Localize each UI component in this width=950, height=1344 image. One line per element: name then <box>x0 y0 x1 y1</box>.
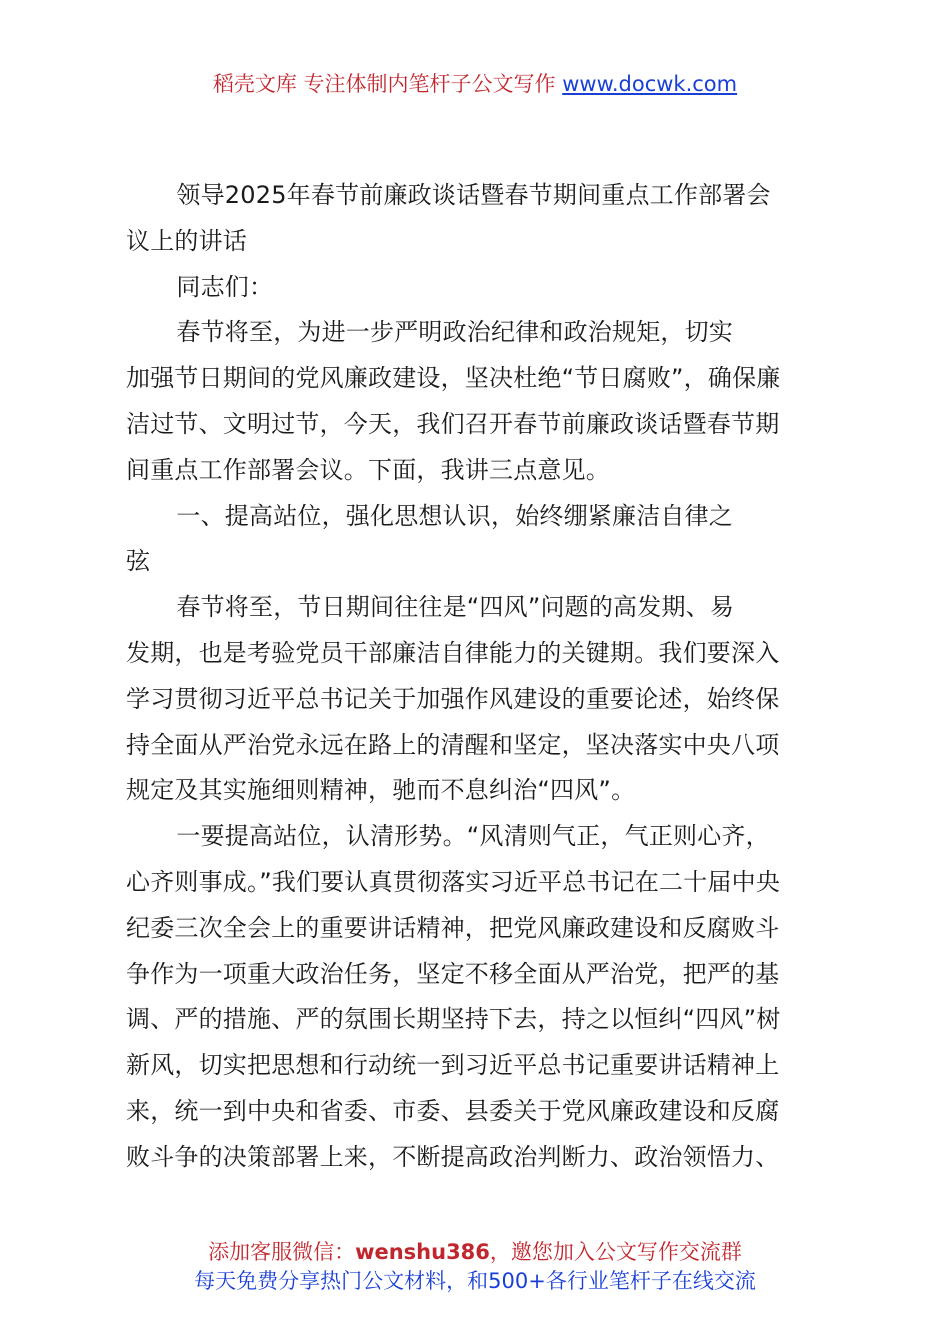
paragraph-line: 一、提高站位，强化思想认识，始终绷紧廉洁自律之 <box>176 501 733 530</box>
paragraph-line: 春节将至，为进一步严明政治纪律和政治规矩，切实 <box>176 318 733 347</box>
paragraph-line: 新风，切实把思想和行动统一到习近平总书记重要讲话精神上 <box>126 1051 780 1080</box>
title-line: 领导2025年春节前廉政谈话暨春节期间重点工作部署会 <box>176 181 771 209</box>
document-body <box>126 173 826 1181</box>
paragraph-line: 持全面从严治党永远在路上的清醒和坚定，坚决落实中央八项 <box>126 730 780 759</box>
header-banner <box>0 68 950 100</box>
paragraphs <box>126 310 826 1180</box>
wechat-id: wenshu386 <box>355 1240 490 1264</box>
paragraph-line: 心齐则事成。”我们要认真贯彻落实习近平总书记在二十届中央 <box>126 867 781 896</box>
paragraph-line: 学习贯彻习近平总书记关于加强作风建设的重要论述，始终保 <box>126 684 780 713</box>
header-site-link[interactable]: www.docwk.com <box>562 72 738 96</box>
footer-line-1 <box>0 1238 950 1267</box>
paragraph-line: 来，统一到中央和省委、市委、县委关于党风廉政建设和反腐 <box>126 1096 780 1125</box>
footer-suffix: ，邀您加入公文写作交流群 <box>489 1240 742 1264</box>
footer-prefix: 添加客服微信： <box>208 1240 356 1264</box>
paragraph-line: 纪委三次全会上的重要讲话精神，把党风廉政建设和反腐败斗 <box>126 913 780 942</box>
footer-line-2: 每天免费分享热门公文材料，和500+各行业笔杆子在线交流 <box>194 1269 756 1293</box>
paragraph-line: 争作为一项重大政治任务，坚定不移全面从严治党，把严的基 <box>126 959 780 988</box>
header-brand-text: 稻壳文库 专注体制内笔杆子公文写作 <box>212 72 556 96</box>
paragraph-line: 加强节日期间的党风廉政建设，坚决杜绝“节日腐败”，确保廉 <box>126 364 781 393</box>
paragraph-line: 弦 <box>126 547 151 576</box>
paragraph-line: 洁过节、文明过节，今天，我们召开春节前廉政谈话暨春节期 <box>126 409 780 438</box>
paragraph-line: 调、严的措施、严的氛围长期坚持下去，持之以恒纠“四风”树 <box>126 1005 781 1034</box>
paragraph-line: 间重点工作部署会议。下面，我讲三点意见。 <box>126 455 610 484</box>
footer-banner <box>0 1238 950 1296</box>
paragraph-line: 规定及其实施细则精神，驰而不息纠治“四风”。 <box>126 776 636 805</box>
paragraph-line: 败斗争的决策部署上来，不断提高政治判断力、政治领悟力、 <box>126 1142 780 1171</box>
paragraph-line: 春节将至，节日期间往往是“四风”问题的高发期、易 <box>176 593 735 622</box>
title-line: 议上的讲话 <box>126 226 247 255</box>
paragraph-line: 发期，也是考验党员干部廉洁自律能力的关键期。我们要深入 <box>126 638 780 667</box>
paragraph-line: 一要提高站位，认清形势。“风清则气正，气正则心齐， <box>176 822 770 851</box>
greeting: 同志们： <box>176 272 274 301</box>
